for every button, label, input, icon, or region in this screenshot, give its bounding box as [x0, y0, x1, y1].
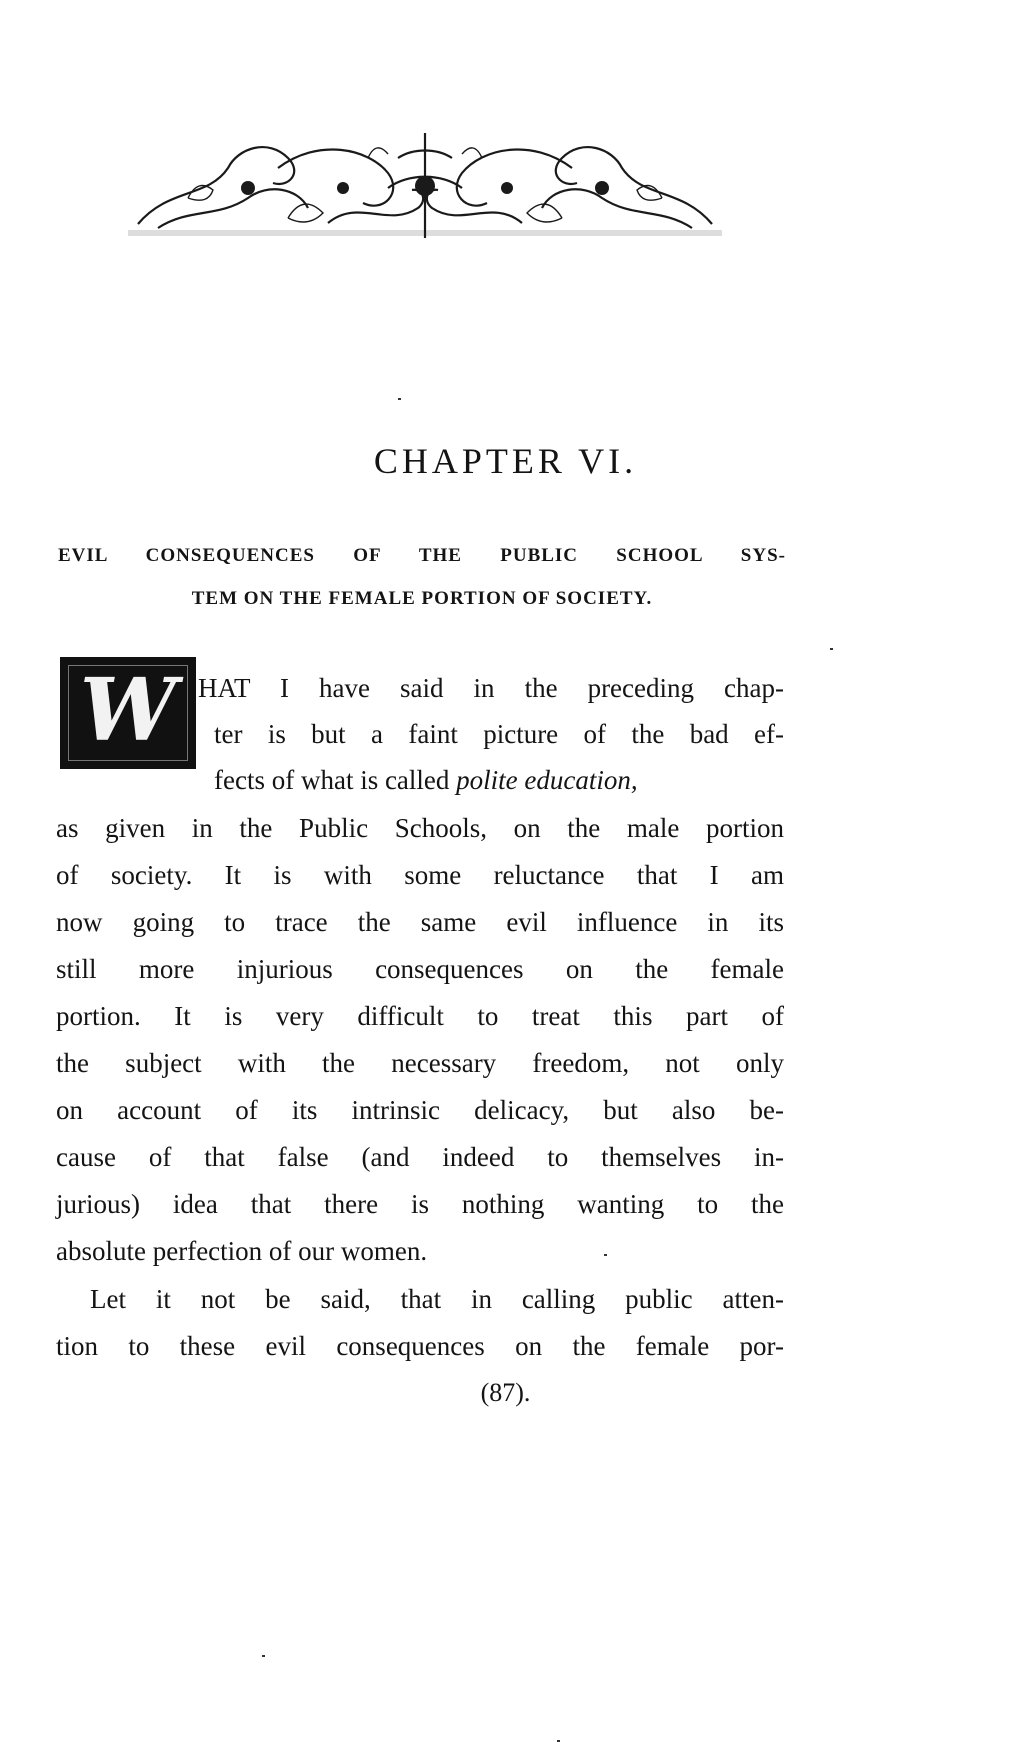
decorated-initial-letter: W — [79, 660, 177, 761]
body-line: portion. It is very difficult to treat this part of — [56, 1001, 784, 1031]
body-line: now going to trace the same evil influence in its — [56, 907, 784, 937]
body-line: of society. It is with some reluctance that I am — [56, 860, 784, 890]
print-speck — [398, 398, 401, 400]
print-speck — [262, 1655, 265, 1657]
chapter-title: CHAPTER VI. — [373, 441, 638, 481]
body-text: fects of what is called — [214, 765, 457, 795]
body-line: tion to these evil consequences on the female por- — [56, 1331, 784, 1361]
italic-phrase: polite education, — [456, 765, 638, 795]
chapter-subtitle-line: TEM ON THE FEMALE PORTION OF SOCIETY. — [191, 588, 653, 609]
page-number: (87). — [480, 1378, 531, 1407]
body-line: on account of its intrinsic delicacy, but also be- — [56, 1095, 784, 1125]
body-line: HAT I have said in the preceding chap- — [198, 673, 784, 703]
chapter-subtitle-line: EVIL CONSEQUENCES OF THE PUBLIC SCHOOL SYS- — [58, 545, 786, 566]
body-line: jurious) idea that there is nothing wanting to the — [56, 1189, 784, 1219]
print-speck — [830, 648, 833, 650]
decorated-initial — [60, 657, 196, 769]
chapter-subtitle — [58, 534, 786, 620]
body-line: still more injurious consequences on the female — [56, 954, 784, 984]
body-line: cause of that false (and indeed to themselves in- — [56, 1142, 784, 1172]
body-line: ter is but a faint picture of the bad ef- — [214, 719, 784, 749]
ornamental-headpiece — [128, 128, 722, 250]
body-line: Let it not be said, that in calling public atten- — [90, 1284, 784, 1314]
body-line: the subject with the necessary freedom, not only — [56, 1048, 784, 1078]
body-line: as given in the Public Schools, on the male portion — [56, 813, 784, 843]
body-line: absolute perfection of our women. — [56, 1236, 428, 1266]
print-speck — [604, 1254, 607, 1256]
body-line-with-italic — [214, 764, 784, 796]
